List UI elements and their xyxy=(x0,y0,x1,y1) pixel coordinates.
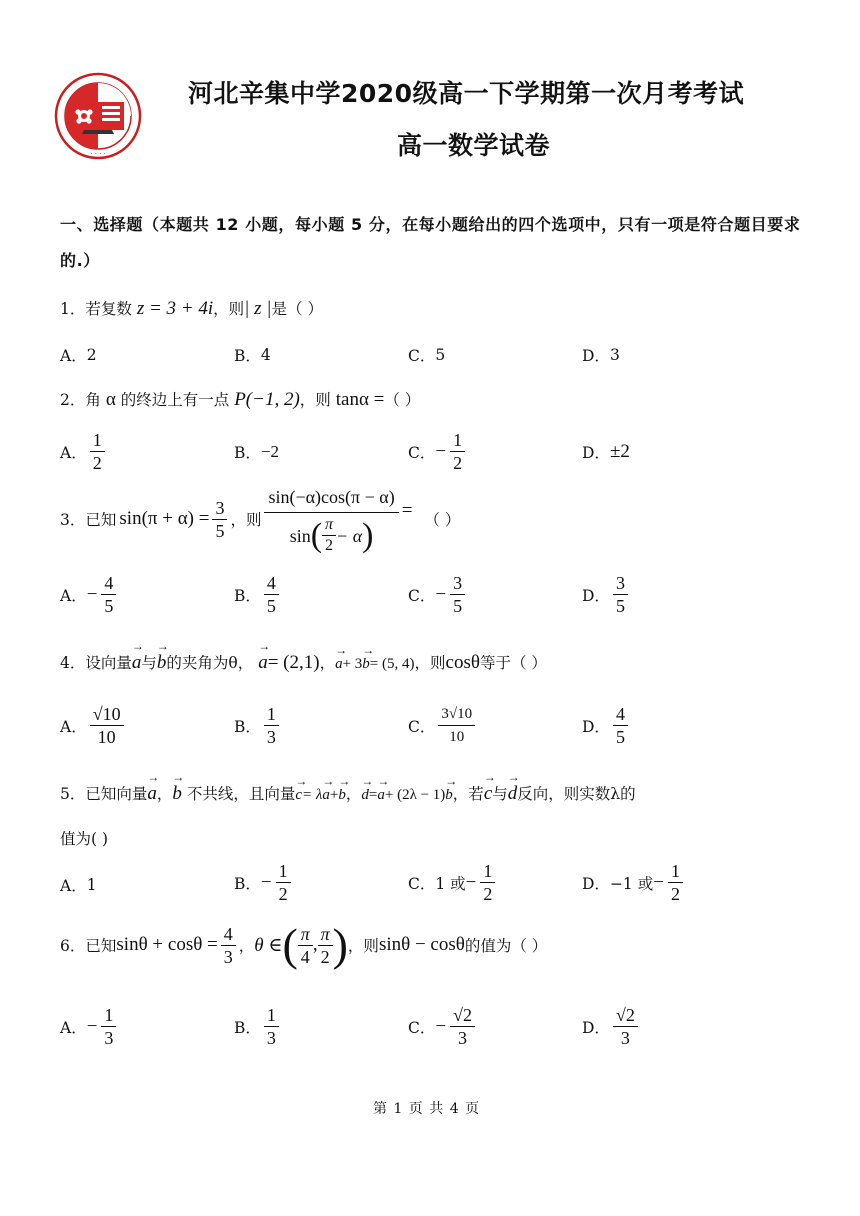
fraction-numerator: 1 xyxy=(450,429,465,452)
fraction xyxy=(322,515,336,556)
question-text: 等于（ ） xyxy=(479,654,547,672)
minus-sign: − xyxy=(435,1015,447,1037)
option-3c[interactable] xyxy=(408,572,468,617)
math-expression: + 3 xyxy=(342,656,363,672)
fraction-numerator: √10 xyxy=(90,703,124,726)
vector-a: → a xyxy=(322,783,330,804)
option-3b[interactable] xyxy=(234,572,282,617)
question-text: 不共线，且向量 xyxy=(186,785,296,803)
option-text: 2 xyxy=(86,346,97,364)
paren-left: ( xyxy=(310,516,323,554)
fraction-denominator: 3 xyxy=(104,1028,114,1048)
option-2a[interactable] xyxy=(60,429,108,474)
fraction xyxy=(450,429,465,474)
math-expression: + (2λ − 1) xyxy=(384,787,446,803)
vector-b: → b xyxy=(172,779,182,805)
fraction-denominator: 5 xyxy=(453,596,463,616)
option-5b[interactable] xyxy=(234,860,294,905)
fraction-denominator: 2 xyxy=(325,537,334,554)
minus-sign: − xyxy=(86,583,98,605)
question-text: 的值为（ ） xyxy=(464,937,548,955)
minus-sign: − xyxy=(435,440,447,462)
option-label: D． xyxy=(582,717,610,736)
vector-c: → c xyxy=(295,783,302,804)
option-2d[interactable] xyxy=(582,441,630,463)
fraction-numerator: 3√10 xyxy=(438,703,475,726)
vector-b: → b xyxy=(445,783,453,804)
fraction-denominator: 5 xyxy=(215,520,225,541)
option-text: 4 xyxy=(260,346,271,364)
fraction xyxy=(613,572,628,617)
option-5c[interactable] xyxy=(408,860,498,905)
vector-a: → a xyxy=(147,779,157,805)
question-text: ， xyxy=(345,785,362,803)
question-number: 2． xyxy=(60,391,86,409)
option-label: C． xyxy=(408,347,436,365)
fraction-denominator: 2 xyxy=(92,453,102,473)
question-text: （ ） xyxy=(384,391,421,409)
question-text: ，若 xyxy=(452,785,484,803)
option-3d[interactable] xyxy=(582,572,631,617)
fraction xyxy=(264,572,279,617)
school-seal-icon xyxy=(54,72,142,160)
question-text: 若复数 xyxy=(85,300,132,318)
question-6 xyxy=(60,919,548,970)
fraction-denominator: 5 xyxy=(104,596,114,616)
option-label: C． xyxy=(408,443,436,462)
school-logo xyxy=(54,72,142,160)
question-number: 4． xyxy=(60,654,86,672)
option-1c[interactable] xyxy=(408,344,445,366)
fraction xyxy=(318,923,333,968)
vector-a: → a xyxy=(335,652,343,673)
fraction-denominator: 2 xyxy=(278,884,288,904)
option-label: A． xyxy=(60,1018,87,1037)
section-heading: 一、选择题（本题共 12 小题，每小题 5 分，在每小题给出的四个选项中，只有一项是符合题目要求的.） xyxy=(60,215,801,270)
math-expression: − α xyxy=(336,525,363,546)
option-label: B． xyxy=(234,586,261,605)
minus-sign: − xyxy=(260,871,272,893)
big-fraction xyxy=(264,482,398,556)
paren-right: ) xyxy=(362,516,374,554)
question-text: 的夹角为θ， xyxy=(166,654,254,672)
option-label: D． xyxy=(582,874,610,893)
fraction xyxy=(450,1004,475,1049)
option-5a[interactable] xyxy=(60,874,97,896)
question-text: ，则 xyxy=(230,511,262,529)
fraction-denominator: 3 xyxy=(620,1028,630,1048)
fraction xyxy=(668,860,683,905)
minus-sign: − xyxy=(435,583,447,605)
fraction-numerator: √2 xyxy=(450,1004,475,1027)
math-expression: α xyxy=(105,389,116,410)
option-label: A． xyxy=(60,586,87,605)
option-6b[interactable] xyxy=(234,1004,282,1049)
option-label: B． xyxy=(234,347,261,365)
option-1a[interactable] xyxy=(60,344,97,366)
option-label: D． xyxy=(582,586,610,605)
question-text: 已知向量 xyxy=(85,785,148,803)
math-expression: = λ xyxy=(302,787,323,803)
question-text: 是（ ） xyxy=(271,300,323,318)
fraction-numerator: 4 xyxy=(613,703,628,726)
option-label: A． xyxy=(60,443,87,462)
fraction-numerator: 1 xyxy=(90,429,105,452)
option-label: B． xyxy=(234,1018,261,1037)
fraction-denominator: 2 xyxy=(670,884,680,904)
fraction-denominator: 4 xyxy=(300,946,310,967)
option-label: D． xyxy=(582,347,610,365)
math-expression: cosθ xyxy=(445,652,480,673)
fraction-numerator: 1 xyxy=(264,1004,279,1027)
vector-d: → d xyxy=(361,783,369,804)
page-subtitle: 高一数学试卷 xyxy=(397,131,551,160)
question-text: 与 xyxy=(492,785,508,803)
option-4c[interactable] xyxy=(408,703,478,748)
fraction-denominator: 2 xyxy=(453,453,463,473)
fraction-denominator: 3 xyxy=(266,1028,276,1048)
option-6c[interactable] xyxy=(408,1004,478,1049)
option-label: A． xyxy=(60,877,87,895)
fraction xyxy=(276,860,291,905)
question-number: 5． xyxy=(60,785,86,803)
minus-sign: − xyxy=(465,871,477,893)
option-label: C． xyxy=(408,1018,436,1037)
fraction-numerator: π xyxy=(298,923,313,946)
vector-a: → a xyxy=(132,648,142,674)
option-label: C． xyxy=(408,717,436,736)
math-expression: = (2,1) xyxy=(267,652,320,673)
vector-b: → b xyxy=(338,783,346,804)
fraction-denominator: 3 xyxy=(266,727,276,747)
fraction-numerator: 1 xyxy=(276,860,291,883)
option-label: B． xyxy=(234,444,261,462)
minus-sign: − xyxy=(86,1015,98,1037)
question-text: 已知 xyxy=(85,511,117,529)
fraction-numerator: 4 xyxy=(221,923,236,946)
math-expression: θ ∈ xyxy=(254,934,283,956)
question-text: ， xyxy=(319,654,336,672)
fraction xyxy=(101,1004,116,1049)
fraction xyxy=(264,1004,279,1049)
fraction-denominator: 5 xyxy=(615,727,625,747)
page-footer: 第 1 页 共 4 页 xyxy=(373,1101,481,1117)
fraction xyxy=(101,572,116,617)
question-4 xyxy=(60,648,547,674)
option-6d[interactable] xyxy=(582,1004,641,1049)
question-text: 已知 xyxy=(85,937,117,955)
fraction-numerator: 3 xyxy=(450,572,465,595)
fraction xyxy=(90,703,124,748)
math-expression: sinθ + cosθ = xyxy=(116,934,218,955)
fraction-numerator: 3 xyxy=(212,497,227,520)
vector-d: → d xyxy=(508,779,518,805)
question-text: ，则 xyxy=(213,300,245,318)
fraction-denominator: 5 xyxy=(615,596,625,616)
vector-c: → c xyxy=(484,779,492,805)
fraction-denominator: 5 xyxy=(266,596,276,616)
fraction-denominator: 10 xyxy=(97,727,116,747)
option-4d[interactable] xyxy=(582,703,631,748)
option-6a[interactable] xyxy=(60,1004,119,1049)
option-label: C． xyxy=(408,874,436,893)
fraction-denominator: 10 xyxy=(449,729,465,745)
option-text: 1 或 xyxy=(435,874,466,893)
sin-text: sin xyxy=(289,525,311,546)
option-2b[interactable] xyxy=(234,441,279,463)
equals-sign: = xyxy=(401,500,413,521)
question-text: ， xyxy=(156,785,173,803)
fraction xyxy=(613,703,628,748)
math-expression: tanα = xyxy=(335,389,385,410)
question-text: ，则 xyxy=(299,391,331,409)
math-expression: + xyxy=(329,787,339,803)
vector-b: → b xyxy=(157,648,167,674)
fraction-numerator: π xyxy=(318,923,333,946)
fraction-numerator: 1 xyxy=(480,860,495,883)
fraction-numerator: 1 xyxy=(668,860,683,883)
question-3 xyxy=(60,482,460,556)
option-label: C． xyxy=(408,586,436,605)
question-text: 反向，则实数λ的 xyxy=(517,785,636,803)
math-expression: P(−1, 2) xyxy=(234,389,300,410)
option-1d[interactable] xyxy=(582,344,620,366)
fraction xyxy=(212,497,227,542)
question-5 xyxy=(60,779,636,805)
question-text: 与 xyxy=(141,654,157,672)
option-text: ±2 xyxy=(609,441,630,462)
question-text: 角 xyxy=(85,391,101,409)
option-label: B． xyxy=(234,874,261,893)
vector-a: → a xyxy=(258,648,268,674)
vector-a: → a xyxy=(377,783,385,804)
question-text: ，则 xyxy=(414,654,446,672)
question-text: 设向量 xyxy=(85,654,132,672)
fraction-denominator: 3 xyxy=(223,946,233,967)
fraction xyxy=(90,429,105,474)
option-4a[interactable] xyxy=(60,703,127,748)
math-expression: z = 3 + 4i xyxy=(136,298,214,319)
question-number: 3． xyxy=(60,511,86,529)
question-number: 1． xyxy=(60,300,86,318)
question-text: ， xyxy=(238,937,255,955)
fraction xyxy=(613,1004,638,1049)
question-text: （ ） xyxy=(424,511,461,529)
fraction-denominator xyxy=(287,513,377,556)
vector-b: → b xyxy=(362,652,370,673)
option-1b[interactable] xyxy=(234,344,271,366)
option-text: 1 xyxy=(86,876,97,894)
option-5d[interactable] xyxy=(582,860,686,905)
question-5-line2: 值为( ) xyxy=(60,830,109,848)
option-4b[interactable] xyxy=(234,703,282,748)
option-text: 5 xyxy=(435,346,446,364)
paren-left: ( xyxy=(282,919,298,970)
option-text: −2 xyxy=(260,442,279,461)
fraction xyxy=(221,923,236,968)
fraction-denominator: 2 xyxy=(483,884,493,904)
fraction xyxy=(438,703,475,748)
fraction xyxy=(450,572,465,617)
paren-right: ) xyxy=(332,919,348,970)
fraction-numerator: 4 xyxy=(101,572,116,595)
question-2 xyxy=(60,388,420,411)
svg-text:· · · ·: · · · · xyxy=(90,150,106,158)
minus-sign: − xyxy=(653,871,664,893)
fraction-numerator: 1 xyxy=(101,1004,116,1027)
fraction-numerator: 4 xyxy=(264,572,279,595)
math-expression: sinθ − cosθ xyxy=(378,934,465,955)
fraction-numerator: 1 xyxy=(264,703,279,726)
question-1 xyxy=(60,297,323,320)
option-label: B． xyxy=(234,717,261,736)
math-expression: = (5, 4) xyxy=(369,656,415,672)
question-number: 6． xyxy=(60,937,86,955)
option-text: 3 xyxy=(609,346,620,364)
comma: , xyxy=(312,934,318,955)
option-text: −1 或 xyxy=(609,874,654,893)
fraction-numerator: sin(−α)cos(π − α) xyxy=(264,482,398,513)
option-label: D． xyxy=(582,1018,610,1037)
fraction xyxy=(480,860,495,905)
question-text: 的终边上有一点 xyxy=(120,391,230,409)
fraction-numerator: π xyxy=(322,515,336,536)
fraction xyxy=(298,923,313,968)
page-title: 河北辛集中学2020级高一下学期第一次月考考试 xyxy=(188,79,745,108)
question-text: ，则 xyxy=(347,937,379,955)
option-label: D． xyxy=(582,444,610,462)
fraction-numerator: 3 xyxy=(613,572,628,595)
fraction-numerator: √2 xyxy=(613,1004,638,1027)
fraction-denominator: 3 xyxy=(458,1028,468,1048)
option-3a[interactable] xyxy=(60,572,119,617)
math-expression: = xyxy=(368,787,378,803)
option-label: A． xyxy=(60,717,87,736)
fraction-denominator: 2 xyxy=(320,946,330,967)
fraction xyxy=(264,703,279,748)
math-expression: sin(π + α) = xyxy=(119,508,210,529)
math-expression: | z | xyxy=(244,298,272,319)
option-label: A． xyxy=(60,347,87,365)
option-2c[interactable] xyxy=(408,429,468,474)
